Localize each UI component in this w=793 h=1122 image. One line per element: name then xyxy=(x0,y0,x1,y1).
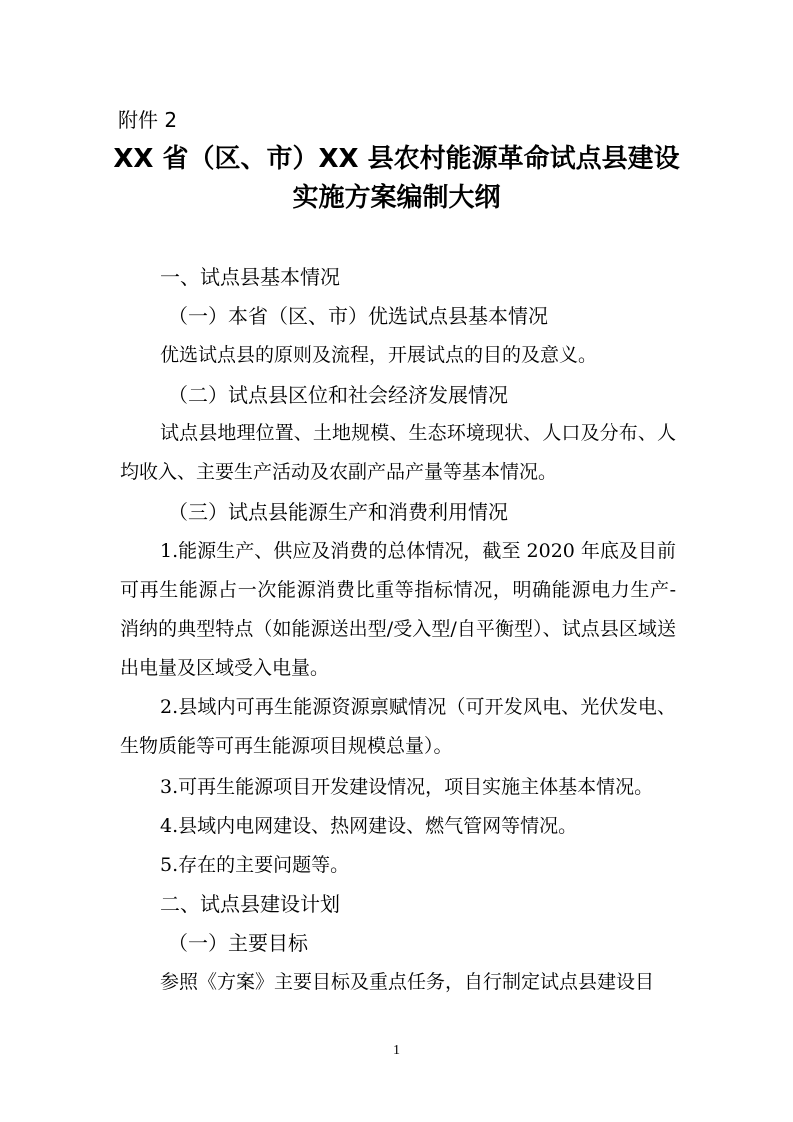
section-1-3-item-3: 3.可再生能源项目开发建设情况，项目实施主体基本情况。 xyxy=(160,776,654,798)
section-2-1-heading: （一）主要目标 xyxy=(168,931,308,955)
section-2-1-text: 参照《方案》主要目标及重点任务，自行制定试点县建设目 xyxy=(160,971,655,993)
section-2-heading: 二、试点县建设计划 xyxy=(160,892,340,916)
section-1-3-item-2: 2.县域内可再生能源资源禀赋情况（可开发风电、光伏发电、生物质能等可再生能源项目规模总量）。 xyxy=(120,696,676,757)
section-1-3-item-5: 5.存在的主要问题等。 xyxy=(160,854,350,876)
page-number: 1 xyxy=(393,1043,400,1058)
section-1-3-item-4: 4.县域内电网建设、热网建设、燃气管网等情况。 xyxy=(160,815,578,837)
section-1-3-item-1: 1.能源生产、供应及消费的总体情况，截至 2020 年底及目前可再生能源占一次能源消费比重等指标情况，明确能源电力生产-消纳的典型特点（如能源送出型/受入型/自平衡型）、试点县区域送出电量及区域受入电量。 xyxy=(120,540,676,679)
section-1-1-text: 优选试点县的原则及流程，开展试点的目的及意义。 xyxy=(160,344,598,366)
attachment-label: 附件 2 xyxy=(118,108,178,132)
section-1-1-heading: （一）本省（区、市）优选试点县基本情况 xyxy=(168,304,548,328)
section-1-heading: 一、试点县基本情况 xyxy=(160,265,340,289)
document-title-line-2: 实施方案编制大纲 xyxy=(292,183,501,213)
section-1-2-text: 试点县地理位置、土地规模、生态环境现状、人口及分布、人均收入、主要生产活动及农副产品产量等基本情况。 xyxy=(120,422,676,483)
document-title-line-1: XX 省（区、市）XX 县农村能源革命试点县建设 xyxy=(113,144,680,174)
section-1-3-heading: （三）试点县能源生产和消费利用情况 xyxy=(168,500,508,524)
section-1-2-heading: （二）试点县区位和社会经济发展情况 xyxy=(168,383,508,407)
